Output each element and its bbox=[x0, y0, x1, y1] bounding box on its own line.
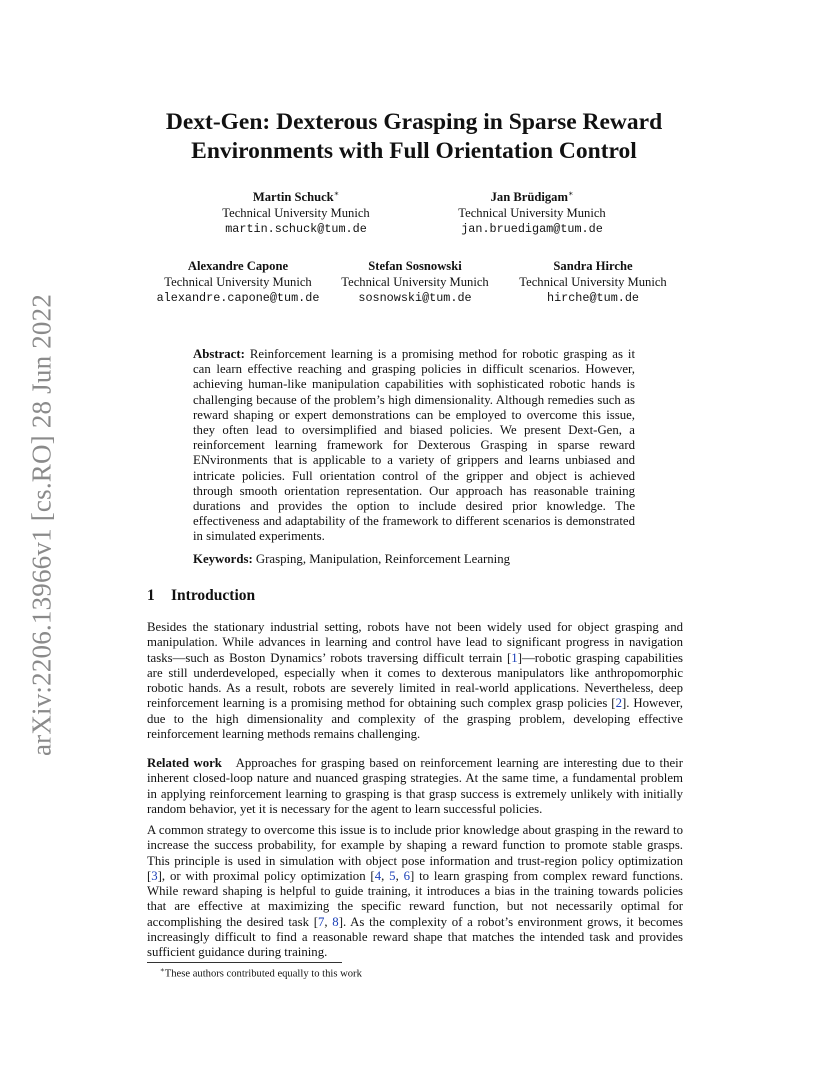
related-work-text: Approaches for grasping based on reinforcement learning are interesting due to their inherent closed-loop nature and nuanced grasping strategies. At the same time, a fundamental problem in applying reinforcement learning to grasping is that grasp success is extremely unlikely with initially random behavior, yet it is necessary for the agent to learn successful policies. bbox=[147, 756, 683, 816]
citation-link[interactable]: 4 bbox=[374, 868, 382, 883]
author-affiliation: Technical University Munich bbox=[222, 206, 370, 221]
author-email[interactable]: alexandre.capone@tum.de bbox=[156, 291, 320, 306]
author-name: Sandra Hirche bbox=[553, 259, 633, 274]
author-affiliation: Technical University Munich bbox=[341, 275, 489, 290]
author-email[interactable]: jan.bruedigam@tum.de bbox=[461, 222, 603, 237]
arxiv-id-text: arXiv:2206.13966v1 [cs.RO] 28 Jun 2022 bbox=[26, 293, 57, 757]
citation-link[interactable]: 3 bbox=[151, 868, 158, 883]
title-line-2: Environments with Full Orientation Control bbox=[191, 138, 637, 164]
author-affiliation: Technical University Munich bbox=[164, 275, 312, 290]
footnote-text: These authors contributed equally to this work bbox=[164, 968, 362, 980]
intro-paragraph-1: Besides the stationary industrial setting, robots have not been widely used for object grasping and manipulation. While advances in learning and control have lead to significant progress in navigation tasks—such as Boston Dynamics’ robots traversing difficult terrain [1]—robotic grasping capabilities are still underdeveloped, especially when it comes to dexterous manipulators like anthropomorphic robotic hands. As a result, robots are severely limited in real-world applications. Nevertheless, deep reinforcement learning is a promising method for obtaining such complex grasp policies [2]. However, due to the high dimensionality and complexity of the grasping problem, developing effective reinforcement learning methods remains challenging. bbox=[147, 620, 684, 742]
intro-paragraph-3: A common strategy to overcome this issue is to include prior knowledge about grasping in the reward to increase the success probability, for example by shaping a reward function to promote stable grasps. This principle is used in simulation with object pose information and trust-region policy optimization [3], or with proximal policy optimization [4, 5, 6] to learn grasping from complex reward functions. While reward shaping is helpful to guide training, it introduces a bias in the training towards policies that are effective at maximizing the specific reward function, but not necessarily optimal for accomplishing the desired task [7, 8]. As the complexity of a robot’s environment grows, it becomes increasingly difficult to find a reasonable reward shape that matches the intended task and provides sufficient guidance during training. bbox=[147, 823, 684, 960]
author-block bbox=[498, 255, 688, 306]
keywords-label: Keywords: bbox=[193, 552, 253, 566]
citation-link[interactable]: 2 bbox=[615, 696, 622, 711]
author-block bbox=[186, 186, 406, 237]
author-affiliation: Technical University Munich bbox=[458, 206, 606, 221]
author-name: Martin Schuck∗ bbox=[252, 189, 340, 205]
author-name: Alexandre Capone bbox=[187, 259, 289, 274]
author-block bbox=[320, 255, 510, 306]
citation-link[interactable]: 7 bbox=[317, 914, 325, 929]
author-email[interactable]: martin.schuck@tum.de bbox=[225, 222, 367, 237]
keywords-text: Grasping, Manipulation, Reinforcement Learning bbox=[255, 552, 511, 566]
related-work-label: Related work bbox=[147, 756, 222, 770]
author-email[interactable]: sosnowski@tum.de bbox=[358, 291, 472, 306]
citation-link[interactable]: 6 bbox=[403, 868, 411, 883]
abstract-text: Reinforcement learning is a promising method for robotic grasping as it can learn effective reaching and grasping policies in difficult scenarios. However, achieving human-like manipulation capabilities with sophisticated robotic hands is challenging because of the problem’s high dimensionality. Although remedies such as reward shaping or expert demonstrations can be employed to overcome this issue, they often lead to oversimplified and biased policies. We present Dext-Gen, a reinforcement learning framework for Dexterous Grasping in sparse reward ENvironments that is applicable to a variety of grippers and learns unbiased and intricate policies. Full orientation control of the gripper and object is achieved through smooth orientation representation. Our approach has reasonable training durations and provides the option to include desired prior knowledge. The effectiveness and adaptability of the framework to different scenarios is demonstrated in simulated experiments. bbox=[193, 347, 635, 544]
section-heading bbox=[147, 587, 255, 605]
citation-link[interactable]: 8 bbox=[332, 914, 339, 929]
author-name: Stefan Sosnowski bbox=[368, 259, 462, 274]
author-affiliation: Technical University Munich bbox=[519, 275, 667, 290]
title-line-1: Dext-Gen: Dexterous Grasping in Sparse Reward bbox=[165, 109, 663, 135]
author-block bbox=[143, 255, 333, 306]
author-email[interactable]: hirche@tum.de bbox=[546, 291, 640, 306]
footnote-rule bbox=[147, 962, 342, 963]
footnote-mark: ∗ bbox=[160, 966, 165, 974]
author-name: Jan Brüdigam∗ bbox=[490, 189, 574, 205]
arxiv-identifier-stamp bbox=[22, 290, 62, 760]
keywords bbox=[193, 552, 635, 567]
section-title: Introduction bbox=[171, 587, 256, 604]
related-work-paragraph bbox=[147, 756, 683, 817]
author-block bbox=[422, 186, 642, 237]
citation-link[interactable]: 1 bbox=[511, 650, 518, 665]
citation-link[interactable]: 5 bbox=[389, 868, 396, 883]
abstract-label: Abstract: bbox=[193, 347, 245, 361]
paper-title bbox=[120, 108, 708, 166]
footnote bbox=[160, 964, 362, 981]
abstract bbox=[193, 347, 635, 545]
section-number: 1 bbox=[147, 587, 155, 604]
